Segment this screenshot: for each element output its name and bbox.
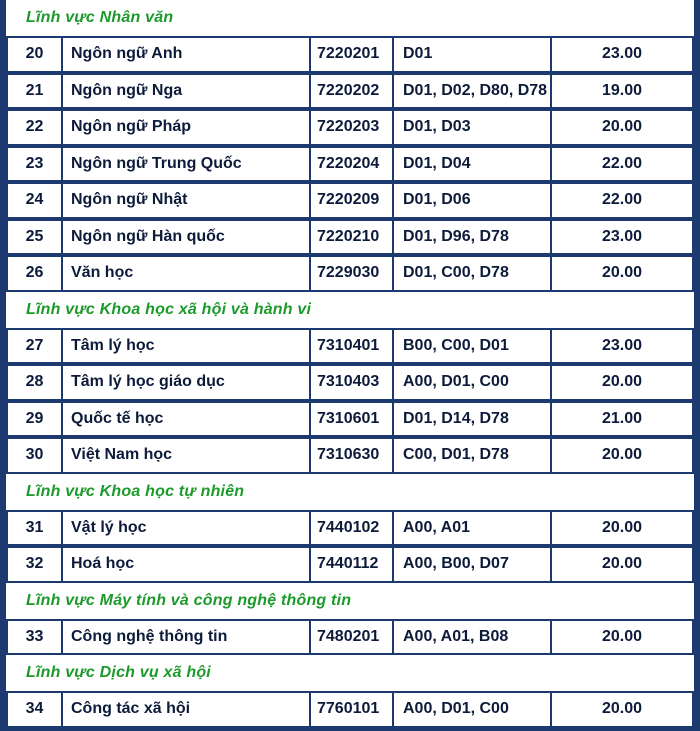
major-code: 7310601 [311, 403, 392, 436]
section-title: Lĩnh vực Máy tính và công nghệ thông tin [6, 583, 694, 619]
subject-combinations: D01, D14, D78 [394, 403, 550, 436]
table-row [6, 36, 694, 73]
major-code: 7220204 [311, 148, 392, 181]
major-name: Tâm lý học giáo dục [63, 366, 309, 399]
row-number: 24 [8, 184, 61, 217]
table-row [6, 364, 694, 401]
major-name: Quốc tế học [63, 403, 309, 436]
major-name: Việt Nam học [63, 439, 309, 472]
table-row [6, 109, 694, 146]
subject-combinations: D01, D02, D80, D78 [394, 75, 550, 108]
major-code: 7229030 [311, 257, 392, 290]
benchmark-score: 20.00 [552, 439, 692, 472]
table-row [6, 328, 694, 365]
major-code: 7480201 [311, 621, 392, 654]
benchmark-score: 22.00 [552, 184, 692, 217]
section-title: Lĩnh vực Khoa học tự nhiên [6, 474, 694, 510]
benchmark-score: 21.00 [552, 403, 692, 436]
subject-combinations: B00, C00, D01 [394, 330, 550, 363]
row-number: 25 [8, 221, 61, 254]
major-code: 7220209 [311, 184, 392, 217]
subject-combinations: D01, D04 [394, 148, 550, 181]
benchmark-score: 23.00 [552, 221, 692, 254]
row-number: 30 [8, 439, 61, 472]
major-code: 7310401 [311, 330, 392, 363]
benchmark-score: 22.00 [552, 148, 692, 181]
row-number: 31 [8, 512, 61, 545]
major-name: Văn học [63, 257, 309, 290]
subject-combinations: D01, D03 [394, 111, 550, 144]
benchmark-score: 20.00 [552, 548, 692, 581]
row-number: 34 [8, 693, 61, 726]
major-code: 7760101 [311, 693, 392, 726]
major-code: 7220202 [311, 75, 392, 108]
benchmark-score: 20.00 [552, 512, 692, 545]
subject-combinations: D01 [394, 38, 550, 71]
major-name: Ngôn ngữ Nhật [63, 184, 309, 217]
row-number: 26 [8, 257, 61, 290]
major-code: 7220201 [311, 38, 392, 71]
row-number: 22 [8, 111, 61, 144]
major-name: Công nghệ thông tin [63, 621, 309, 654]
subject-combinations: D01, D96, D78 [394, 221, 550, 254]
major-name: Ngôn ngữ Trung Quốc [63, 148, 309, 181]
table-row [6, 73, 694, 110]
subject-combinations: A00, A01 [394, 512, 550, 545]
major-code: 7310630 [311, 439, 392, 472]
subject-combinations: A00, D01, C00 [394, 366, 550, 399]
benchmark-score: 20.00 [552, 111, 692, 144]
major-name: Ngôn ngữ Nga [63, 75, 309, 108]
subject-combinations: C00, D01, D78 [394, 439, 550, 472]
table-row [6, 510, 694, 547]
section-title: Lĩnh vực Khoa học xã hội và hành vi [6, 292, 694, 328]
major-code: 7220203 [311, 111, 392, 144]
benchmark-score: 20.00 [552, 257, 692, 290]
benchmark-score: 20.00 [552, 366, 692, 399]
major-name: Ngôn ngữ Hàn quốc [63, 221, 309, 254]
row-number: 20 [8, 38, 61, 71]
table-row [6, 182, 694, 219]
table-row [6, 255, 694, 292]
subject-combinations: A00, A01, B08 [394, 621, 550, 654]
table-row [6, 219, 694, 256]
major-name: Ngôn ngữ Anh [63, 38, 309, 71]
section-title: Lĩnh vực Dịch vụ xã hội [6, 655, 694, 691]
table-row [6, 619, 694, 656]
subject-combinations: A00, D01, C00 [394, 693, 550, 726]
row-number: 32 [8, 548, 61, 581]
major-name: Hoá học [63, 548, 309, 581]
benchmark-score: 23.00 [552, 330, 692, 363]
benchmark-score: 20.00 [552, 693, 692, 726]
table-row [6, 437, 694, 474]
benchmark-score: 23.00 [552, 38, 692, 71]
subject-combinations: A00, B00, D07 [394, 548, 550, 581]
major-code: 7440112 [311, 548, 392, 581]
major-code: 7220210 [311, 221, 392, 254]
major-name: Công tác xã hội [63, 693, 309, 726]
table-row [6, 691, 694, 728]
table-row [6, 401, 694, 438]
major-name: Ngôn ngữ Pháp [63, 111, 309, 144]
major-name: Vật lý học [63, 512, 309, 545]
major-code: 7440102 [311, 512, 392, 545]
row-number: 23 [8, 148, 61, 181]
major-code: 7310403 [311, 366, 392, 399]
row-number: 33 [8, 621, 61, 654]
benchmark-score: 20.00 [552, 621, 692, 654]
table-row [6, 146, 694, 183]
table-row [6, 546, 694, 583]
row-number: 28 [8, 366, 61, 399]
row-number: 27 [8, 330, 61, 363]
subject-combinations: D01, D06 [394, 184, 550, 217]
benchmark-score: 19.00 [552, 75, 692, 108]
row-number: 21 [8, 75, 61, 108]
section-title: Lĩnh vực Nhân văn [6, 0, 694, 36]
major-name: Tâm lý học [63, 330, 309, 363]
row-number: 29 [8, 403, 61, 436]
subject-combinations: D01, C00, D78 [394, 257, 550, 290]
